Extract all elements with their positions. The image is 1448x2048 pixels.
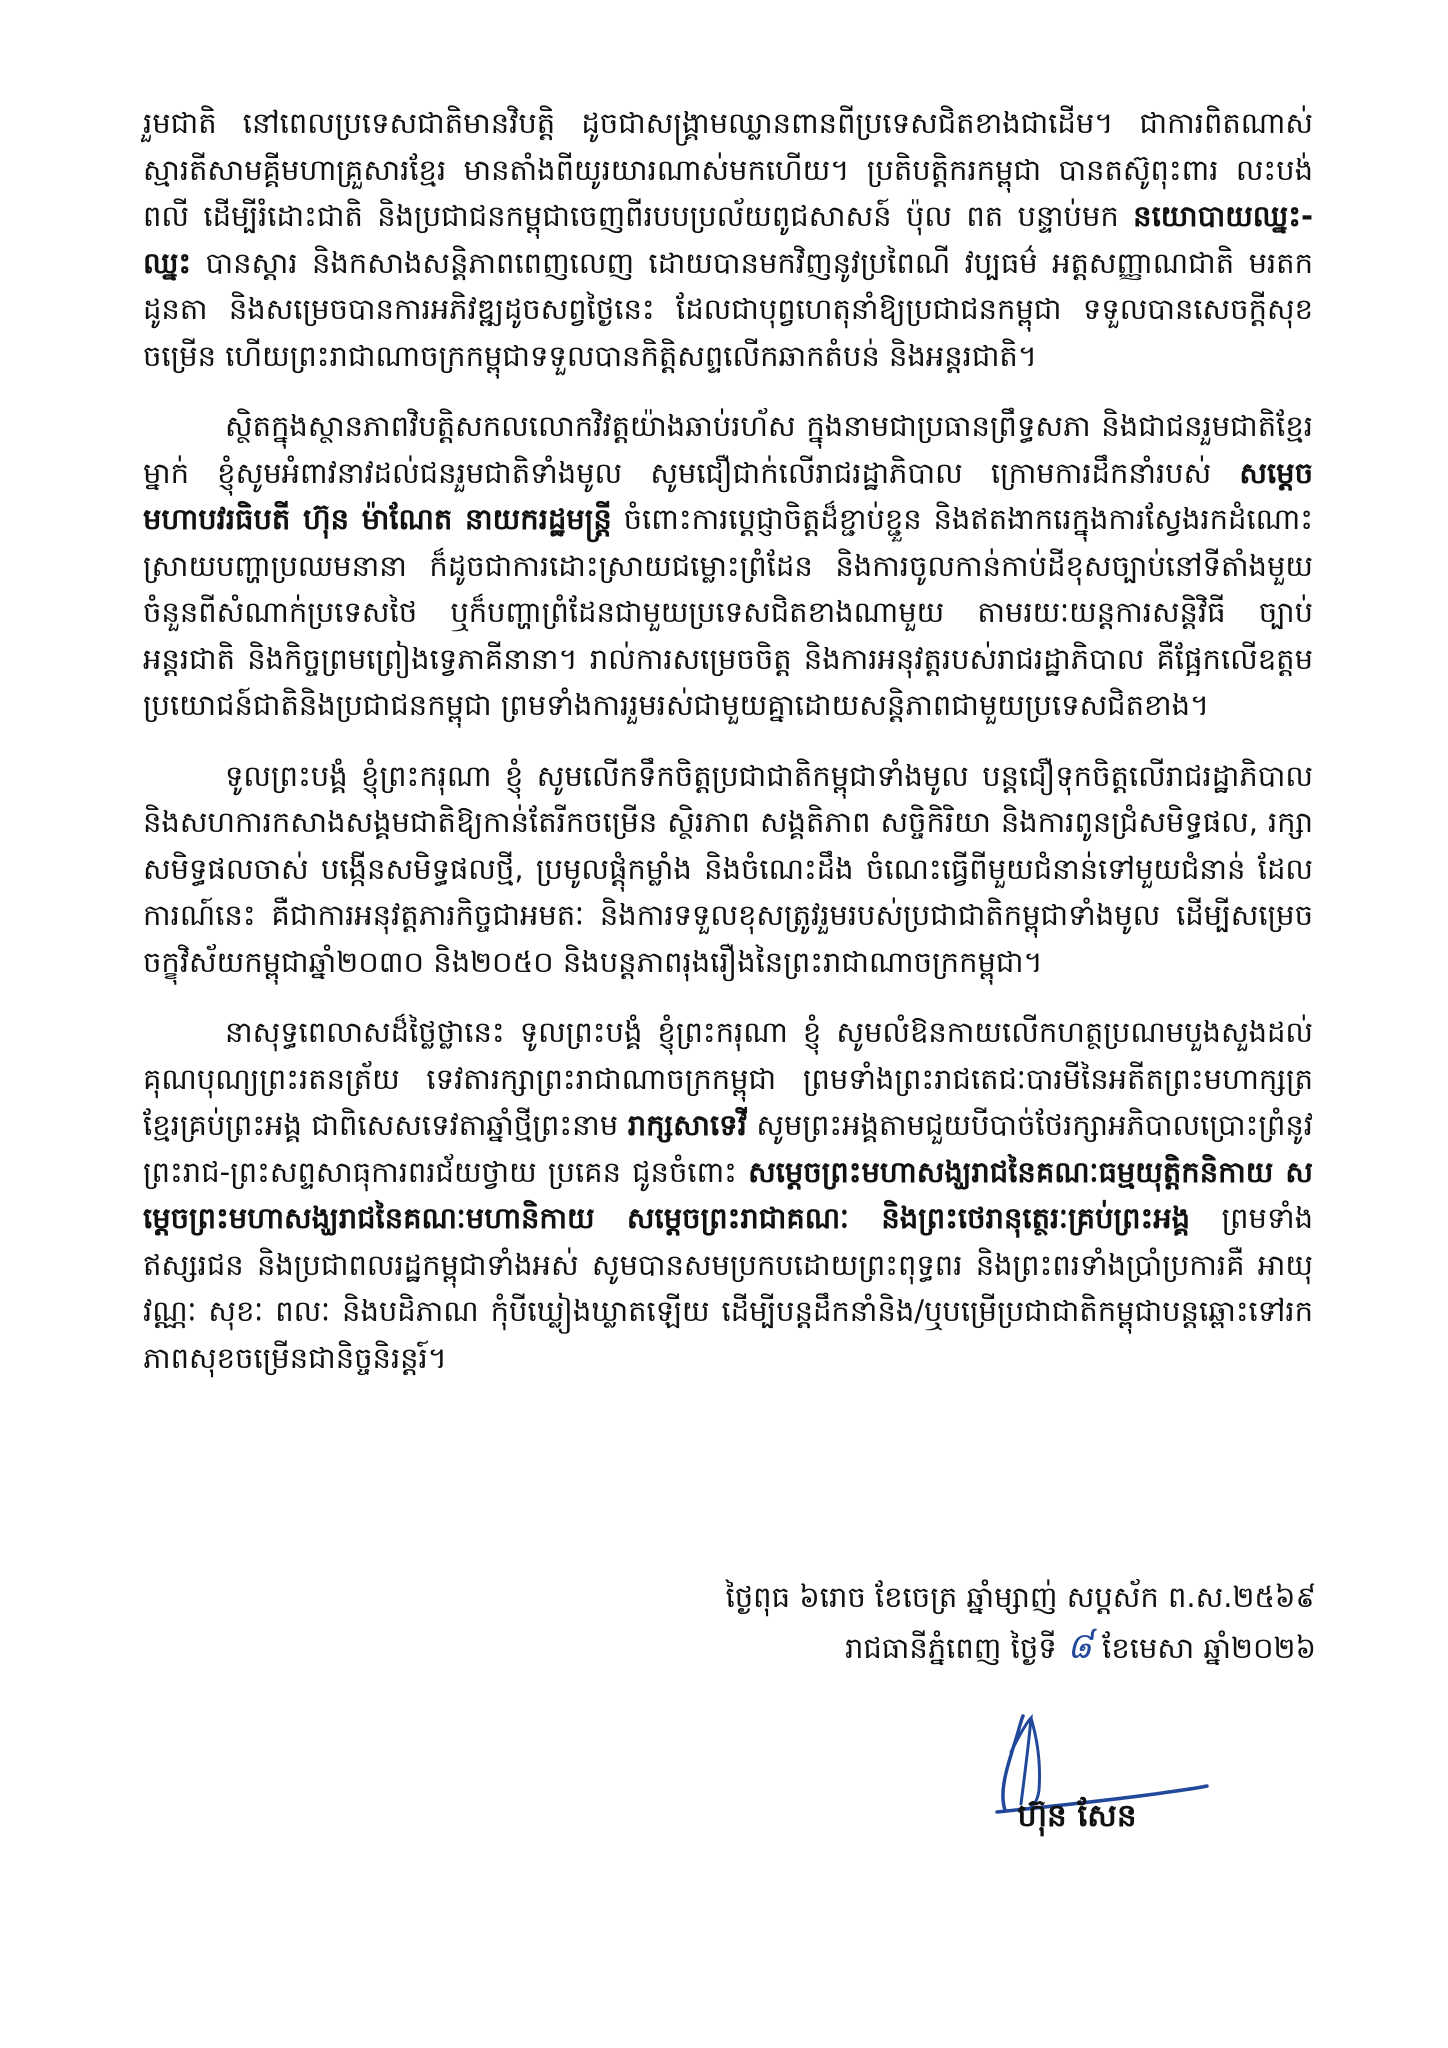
text-segment: ព្រមទាំងឥស្សរជន និងប្រជាពលរដ្ឋកម្ពុជាទាំងអស់ សូមបានសមប្រកបដោយព្រះពុទ្ធពរ និងព្រះពរទាំងប្រាំប្រការគឺ អាយុ វណ្ណៈ សុខៈ ពលៈ និងបដិភាណ កុំបីឃ្លៀងឃ្លាតឡើយ ដើម្បីបន្តដឹកនាំនិង/ឬបម្រើប្រជាជាតិកម្ពុជាបន្តឆ្ពោះទៅរកភាពសុខចម្រើនជានិច្ចនិរន្តរ៍។ bbox=[143, 1201, 1313, 1375]
text-segment: ស្ថិតក្នុងស្ថានភាពវិបត្តិសកលលោកវិវត្តយ៉ាងឆាប់រហ័ស ក្នុងនាមជាប្រធានព្រឹទ្ធសភា និងជាជនរួមជាតិខ្មែរម្នាក់ ខ្ញុំសូមអំពាវនាវដល់ជនរួមជាតិទាំងមូល សូមជឿជាក់លើរាជរដ្ឋាភិបាល ក្រោមការដឹកនាំរបស់ bbox=[143, 409, 1313, 490]
month-year: ខែមេសា ឆ្នាំ២០២៦ bbox=[1102, 1631, 1316, 1665]
lunar-date-line: ថ្ងៃពុធ ៦រោច ខែចេត្រ ឆ្នាំម្សាញ់ សប្តស័ក ព.ស.២៥៦៩ bbox=[725, 1580, 1316, 1614]
bold-text-segment: សម្តេចមហាបវរធិបតី ហ៊ុន ម៉ាណែត នាយករដ្ឋមន្ត្រី bbox=[143, 455, 1313, 536]
paragraph-3 bbox=[143, 753, 1313, 986]
text-segment: ទូលព្រះបង្គំ ខ្ញុំព្រះករុណា ខ្ញុំ សូមលើកទឹកចិត្តប្រជាជាតិកម្ពុជាទាំងមូល បន្តជឿទុកចិត្តលើរាជរដ្ឋាភិបាល និងសហការកសាងសង្គមជាតិឱ្យកាន់តែរីកចម្រើន ស្ថិរភាព សង្គតិភាព សច្ចិកិរិយា និងការពូនជ្រំសមិទ្ធផល, រក្សាសមិទ្ធផលចាស់ បង្កើនសមិទ្ធផលថ្មី, ប្រមូលផ្តុំកម្លាំង និងចំណេះដឹង ចំណេះធ្វើពីមួយជំនាន់ទៅមួយជំនាន់ ដែលការណ៍នេះ គឺជាការអនុវត្តភារកិច្ចជាអមតៈ និងការទទួលខុសត្រូវរួមរបស់ប្រជាជាតិកម្ពុជាទាំងមូល ដើម្បីសម្រេចចក្ខុវិស័យកម្ពុជាឆ្នាំ២០៣០ និង២០៥០ និងបន្តភាពរុងរឿងនៃព្រះរាជាណាចក្រកម្ពុជា។ bbox=[143, 758, 1313, 979]
handwritten-day: ៨ bbox=[1066, 1626, 1093, 1667]
bold-text-segment: នយោបាយឈ្នះ-ឈ្នះ bbox=[143, 199, 1313, 280]
letter-body bbox=[143, 100, 1313, 1405]
text-segment: នាសុទ្ធពេលាសដ៏ថ្លៃថ្លានេះ ទូលព្រះបង្គំ ខ្ញុំព្រះករុណា ខ្ញុំ សូមលំឱនកាយលើកហត្ថប្រណមបួងសួងដល់គុណបុណ្យព្រះរតនត្រ័យ ទេវតារក្សាព្រះរាជាណាចក្រកម្ពុជា ព្រមទាំងព្រះរាជតេជៈបារមីនៃអតីតព្រះមហាក្សត្រខ្មែរគ្រប់ព្រះអង្គ ជាពិសេសទេវតាឆ្នាំថ្មីព្រះនាម bbox=[143, 1015, 1313, 1142]
gregorian-date-line bbox=[676, 1622, 1316, 1673]
text-segment: បានស្តារ និងកសាងសន្តិភាពពេញលេញ ដោយបានមកវិញនូវប្រពៃណី វប្បធម៌ អត្តសញ្ញាណជាតិ មរតកដូនតា និងសម្រេចបានការអភិវឌ្ឍដូចសព្វថ្ងៃនេះ ដែលជាបុព្វហេតុនាំឱ្យប្រជាជនកម្ពុជា ទទួលបានសេចក្តីសុខចម្រើន ហើយព្រះរាជាណាចក្រកម្ពុជាទទួលបានកិត្តិសព្ទលើកឆាកតំបន់ និងអន្តរជាតិ។ bbox=[143, 245, 1313, 373]
text-segment: ចំពោះការប្តេជ្ញាចិត្តដ៏ខ្ជាប់ខ្ជួន និងឥតងាករេក្នុងការស្វែងរកដំណោះស្រាយបញ្ហាប្រឈមនានា ក៏ដូចជាការដោះស្រាយជម្លោះព្រំដែន និងការចូលកាន់កាប់ដីខុសច្បាប់នៅទីតាំងមួយចំនួនពីសំណាក់ប្រទេសថៃ ឬក៏បញ្ហាព្រំដែនជាមួយប្រទេសជិតខាងណាមួយ តាមរយៈយន្តការសន្តិវិធី ច្បាប់អន្តរជាតិ និងកិច្ចព្រមព្រៀងទ្វេភាគីនានា។ រាល់ការសម្រេចចិត្ត និងការអនុវត្តរបស់រាជរដ្ឋាភិបាល គឺផ្អែកលើឧត្តមប្រយោជន៍ជាតិនិងប្រជាជនកម្ពុជា ព្រមទាំងការរួមរស់ជាមួយគ្នាដោយសន្តិភាពជាមួយប្រទេសជិតខាង។ bbox=[143, 502, 1314, 722]
paragraph-1 bbox=[143, 100, 1313, 379]
text-segment: សូមព្រះអង្គតាមជួយបីបាច់ថែរក្សាអភិបាលប្រោះព្រំនូវព្រះរាជ-ព្រះសព្ទសាធុការពរជ័យថ្វាយ ប្រគេន ជូនចំពោះ bbox=[143, 1108, 1313, 1189]
signer-name: ហ៊ុន សែន bbox=[1017, 1798, 1137, 1834]
text-segment: រួមជាតិ នៅពេលប្រទេសជាតិមានវិបត្តិ ដូចជាសង្គ្រាមឈ្លានពានពីប្រទេសជិតខាងជាដើម។ ជាការពិតណាស់ ស្មារតីសាមគ្គីមហាគ្រួសារខ្មែរ មានតាំងពីយូរយារណាស់មកហើយ។ ប្រតិបត្តិករកម្ពុជា បានតស៊ូពុះពារ លះបង់ ពលី ដើម្បីរំដោះជាតិ និងប្រជាជនកម្ពុជាចេញពីរបបប្រល័យពូជសាសន៍ ប៉ុល ពត បន្ទាប់មក bbox=[143, 106, 1313, 233]
paragraph-2 bbox=[143, 403, 1313, 729]
date-block bbox=[676, 1572, 1316, 1673]
bold-text-segment: សម្តេចព្រះមហាសង្ឃរាជនៃគណៈធម្មយុត្តិកនិកាយ សម្តេចព្រះមហាសង្ឃរាជនៃគណៈមហានិកាយ សម្តេចព្រះរាជាគណៈ និងព្រះថេរានុត្ថេរៈគ្រប់ព្រះអង្គ bbox=[143, 1154, 1313, 1235]
bold-text-segment: រាក្សសាទេវី bbox=[627, 1108, 747, 1142]
place-prefix: រាជធានីភ្នំពេញ ថ្ងៃទី bbox=[844, 1631, 1057, 1665]
paragraph-4 bbox=[143, 1009, 1313, 1381]
